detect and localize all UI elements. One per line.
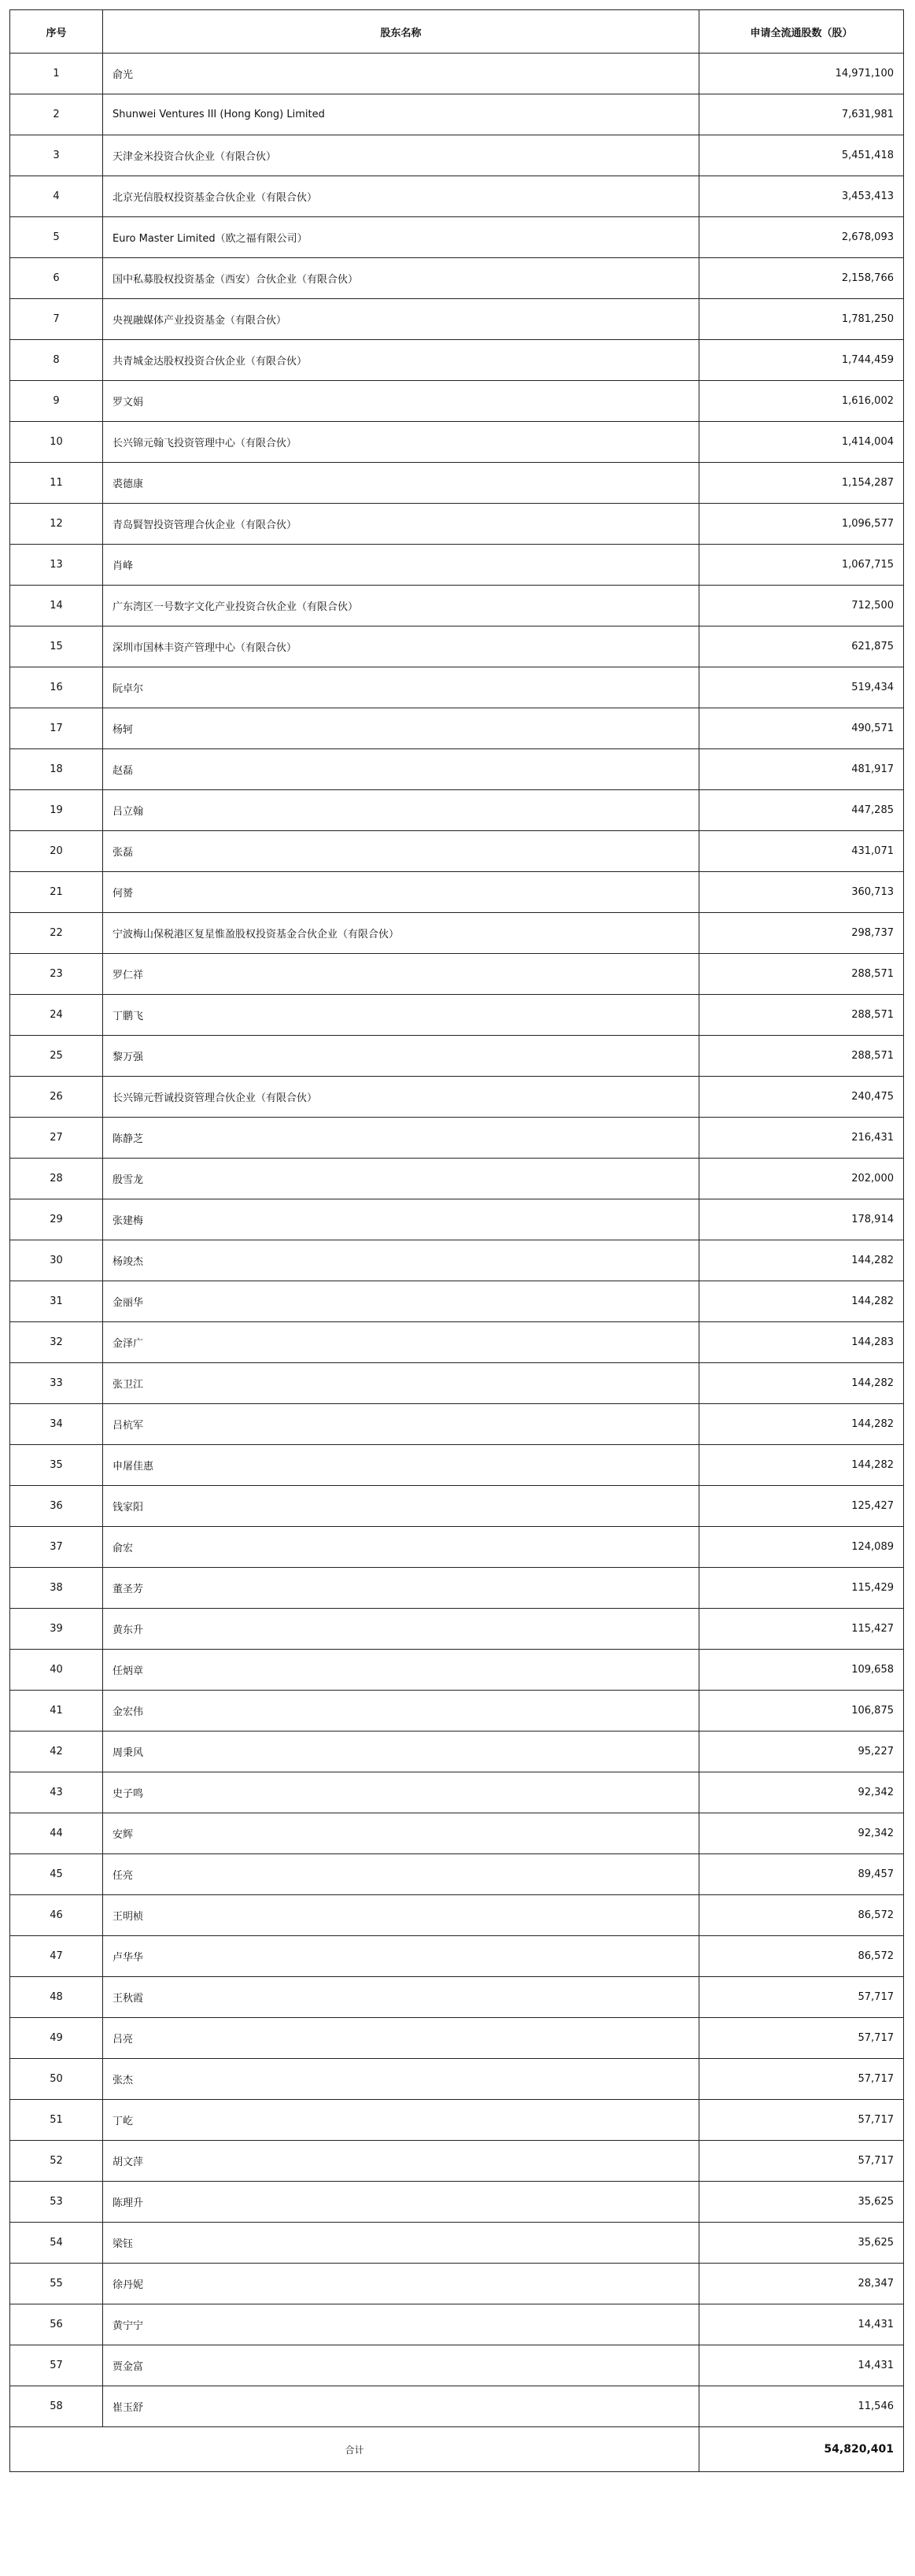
row-index: 10 [10, 422, 103, 463]
row-shares: 11,546 [699, 2386, 904, 2427]
row-index: 36 [10, 1486, 103, 1527]
row-index: 31 [10, 1281, 103, 1322]
row-index: 7 [10, 299, 103, 340]
row-shares: 216,431 [699, 1118, 904, 1159]
row-index: 45 [10, 1854, 103, 1895]
row-shareholder-name: 任亮 [103, 1854, 699, 1895]
row-shareholder-name: 崔玉舒 [103, 2386, 699, 2427]
table-row [10, 381, 904, 422]
row-shareholder-name: 史子鸣 [103, 1772, 699, 1813]
table-row [10, 1322, 904, 1363]
row-index: 42 [10, 1732, 103, 1772]
row-shareholder-name: 裘德康 [103, 463, 699, 504]
table-row [10, 1936, 904, 1977]
row-shares: 240,475 [699, 1077, 904, 1118]
row-shares: 481,917 [699, 749, 904, 790]
row-index: 55 [10, 2264, 103, 2304]
shareholder-table [9, 9, 904, 2472]
table-row [10, 1527, 904, 1568]
row-shares: 447,285 [699, 790, 904, 831]
table-row [10, 422, 904, 463]
table-row [10, 995, 904, 1036]
row-index: 15 [10, 626, 103, 667]
row-shares: 490,571 [699, 708, 904, 749]
row-shareholder-name: 北京光信股权投资基金合伙企业（有限合伙） [103, 176, 699, 217]
row-shareholder-name: 金泽广 [103, 1322, 699, 1363]
row-shareholder-name: 俞光 [103, 54, 699, 94]
table-header [10, 10, 904, 54]
row-shares: 144,283 [699, 1322, 904, 1363]
row-shareholder-name: 安辉 [103, 1813, 699, 1854]
row-index: 34 [10, 1404, 103, 1445]
row-shares: 35,625 [699, 2182, 904, 2223]
row-shareholder-name: 长兴锦元翰飞投资管理中心（有限合伙） [103, 422, 699, 463]
row-shares: 57,717 [699, 1977, 904, 2018]
table-row [10, 504, 904, 545]
row-shares: 712,500 [699, 586, 904, 626]
row-shareholder-name: 陈静芝 [103, 1118, 699, 1159]
row-shares: 202,000 [699, 1159, 904, 1199]
row-index: 6 [10, 258, 103, 299]
row-shares: 115,429 [699, 1568, 904, 1609]
table-row [10, 2264, 904, 2304]
table-row [10, 1118, 904, 1159]
row-index: 56 [10, 2304, 103, 2345]
row-index: 5 [10, 217, 103, 258]
table-row [10, 1854, 904, 1895]
row-shares: 86,572 [699, 1895, 904, 1936]
table-row [10, 708, 904, 749]
row-index: 27 [10, 1118, 103, 1159]
row-shareholder-name: 长兴锦元哲诚投资管理合伙企业（有限合伙） [103, 1077, 699, 1118]
row-index: 20 [10, 831, 103, 872]
row-shares: 3,453,413 [699, 176, 904, 217]
table-row [10, 626, 904, 667]
row-index: 19 [10, 790, 103, 831]
row-shares: 431,071 [699, 831, 904, 872]
row-shareholder-name: 黎万强 [103, 1036, 699, 1077]
row-shareholder-name: Euro Master Limited（欧之福有限公司） [103, 217, 699, 258]
table-row [10, 1977, 904, 2018]
table-row [10, 1772, 904, 1813]
row-shares: 144,282 [699, 1363, 904, 1404]
row-shareholder-name: 丁鹏飞 [103, 995, 699, 1036]
table-row [10, 790, 904, 831]
row-index: 53 [10, 2182, 103, 2223]
table-row [10, 1732, 904, 1772]
table-row [10, 2386, 904, 2427]
row-shares: 288,571 [699, 995, 904, 1036]
row-shares: 115,427 [699, 1609, 904, 1650]
row-shareholder-name: 梁钰 [103, 2223, 699, 2264]
row-shareholder-name: 赵磊 [103, 749, 699, 790]
table-row [10, 2018, 904, 2059]
table-row [10, 217, 904, 258]
row-index: 39 [10, 1609, 103, 1650]
table-row [10, 954, 904, 995]
row-shareholder-name: Shunwei Ventures III (Hong Kong) Limited [103, 94, 699, 135]
table-row [10, 340, 904, 381]
table-row [10, 463, 904, 504]
row-index: 57 [10, 2345, 103, 2386]
row-shareholder-name: 殷雪龙 [103, 1159, 699, 1199]
row-shareholder-name: 张卫江 [103, 1363, 699, 1404]
table-row [10, 2100, 904, 2141]
row-index: 30 [10, 1240, 103, 1281]
row-index: 8 [10, 340, 103, 381]
table-body [10, 54, 904, 2427]
row-shareholder-name: 央视融媒体产业投资基金（有限合伙） [103, 299, 699, 340]
row-index: 18 [10, 749, 103, 790]
row-index: 58 [10, 2386, 103, 2427]
row-index: 40 [10, 1650, 103, 1691]
table-footer [10, 2427, 904, 2472]
row-shareholder-name: 任炳章 [103, 1650, 699, 1691]
row-index: 25 [10, 1036, 103, 1077]
row-shareholder-name: 徐丹妮 [103, 2264, 699, 2304]
row-index: 26 [10, 1077, 103, 1118]
row-shareholder-name: 胡文萍 [103, 2141, 699, 2182]
row-index: 14 [10, 586, 103, 626]
row-index: 52 [10, 2141, 103, 2182]
row-shares: 86,572 [699, 1936, 904, 1977]
row-shares: 2,158,766 [699, 258, 904, 299]
row-shares: 5,451,418 [699, 135, 904, 176]
row-index: 4 [10, 176, 103, 217]
row-shares: 178,914 [699, 1199, 904, 1240]
table-row [10, 1036, 904, 1077]
row-shares: 92,342 [699, 1813, 904, 1854]
row-shares: 288,571 [699, 954, 904, 995]
row-index: 48 [10, 1977, 103, 2018]
row-shareholder-name: 贾金富 [103, 2345, 699, 2386]
row-index: 22 [10, 913, 103, 954]
row-index: 44 [10, 1813, 103, 1854]
row-shareholder-name: 广东湾区一号数字文化产业投资合伙企业（有限合伙） [103, 586, 699, 626]
header-index: 序号 [10, 10, 103, 54]
row-shareholder-name: 申屠佳惠 [103, 1445, 699, 1486]
row-shareholder-name: 钱家阳 [103, 1486, 699, 1527]
table-row [10, 1895, 904, 1936]
row-shareholder-name: 张磊 [103, 831, 699, 872]
row-shareholder-name: 吕杭军 [103, 1404, 699, 1445]
row-shareholder-name: 罗文娟 [103, 381, 699, 422]
table-row [10, 2304, 904, 2345]
table-row [10, 135, 904, 176]
table-row [10, 913, 904, 954]
table-row [10, 1650, 904, 1691]
table-row [10, 176, 904, 217]
row-shares: 89,457 [699, 1854, 904, 1895]
row-index: 41 [10, 1691, 103, 1732]
row-shares: 35,625 [699, 2223, 904, 2264]
row-shares: 57,717 [699, 2141, 904, 2182]
row-index: 32 [10, 1322, 103, 1363]
table-row [10, 545, 904, 586]
row-shares: 144,282 [699, 1404, 904, 1445]
table-row [10, 667, 904, 708]
row-shares: 14,431 [699, 2345, 904, 2386]
row-shareholder-name: 黄东升 [103, 1609, 699, 1650]
table-row [10, 1445, 904, 1486]
row-index: 43 [10, 1772, 103, 1813]
row-index: 35 [10, 1445, 103, 1486]
row-shares: 288,571 [699, 1036, 904, 1077]
row-shares: 621,875 [699, 626, 904, 667]
row-shareholder-name: 杨竣杰 [103, 1240, 699, 1281]
table-row [10, 749, 904, 790]
row-shares: 57,717 [699, 2100, 904, 2141]
header-row [10, 10, 904, 54]
table-row [10, 2223, 904, 2264]
row-shareholder-name: 张杰 [103, 2059, 699, 2100]
row-shareholder-name: 青岛賢智投资管理合伙企业（有限合伙） [103, 504, 699, 545]
row-shareholder-name: 俞宏 [103, 1527, 699, 1568]
row-shareholder-name: 黄宁宁 [103, 2304, 699, 2345]
row-shares: 1,154,287 [699, 463, 904, 504]
table-row [10, 2059, 904, 2100]
table-row [10, 1404, 904, 1445]
row-shareholder-name: 何赟 [103, 872, 699, 913]
row-shareholder-name: 肖峰 [103, 545, 699, 586]
total-label: 合计 [10, 2427, 699, 2472]
table-row [10, 1199, 904, 1240]
row-shares: 144,282 [699, 1240, 904, 1281]
table-row [10, 1691, 904, 1732]
row-index: 38 [10, 1568, 103, 1609]
table-row [10, 2345, 904, 2386]
row-shareholder-name: 张建梅 [103, 1199, 699, 1240]
table-row [10, 1568, 904, 1609]
table-row [10, 1813, 904, 1854]
row-index: 54 [10, 2223, 103, 2264]
table-row [10, 1363, 904, 1404]
row-shares: 57,717 [699, 2018, 904, 2059]
row-index: 16 [10, 667, 103, 708]
row-shareholder-name: 罗仁祥 [103, 954, 699, 995]
row-shareholder-name: 陈理升 [103, 2182, 699, 2223]
table-row [10, 94, 904, 135]
row-shareholder-name: 王秋霞 [103, 1977, 699, 2018]
row-index: 21 [10, 872, 103, 913]
row-shares: 28,347 [699, 2264, 904, 2304]
table-row [10, 299, 904, 340]
header-shareholder-name: 股东名称 [103, 10, 699, 54]
row-shares: 14,431 [699, 2304, 904, 2345]
row-shareholder-name: 深圳市国林丰资产管理中心（有限合伙） [103, 626, 699, 667]
row-shareholder-name: 国中私募股权投资基金（西安）合伙企业（有限合伙） [103, 258, 699, 299]
table-row [10, 2182, 904, 2223]
row-index: 29 [10, 1199, 103, 1240]
row-shares: 109,658 [699, 1650, 904, 1691]
table-row [10, 872, 904, 913]
row-index: 47 [10, 1936, 103, 1977]
row-shares: 1,781,250 [699, 299, 904, 340]
row-shares: 144,282 [699, 1445, 904, 1486]
shareholder-table-container [9, 9, 903, 2472]
row-index: 12 [10, 504, 103, 545]
row-shares: 95,227 [699, 1732, 904, 1772]
row-shares: 124,089 [699, 1527, 904, 1568]
row-index: 50 [10, 2059, 103, 2100]
table-row [10, 1486, 904, 1527]
row-shares: 1,096,577 [699, 504, 904, 545]
row-shareholder-name: 王明桢 [103, 1895, 699, 1936]
row-shareholder-name: 丁屹 [103, 2100, 699, 2141]
row-shares: 7,631,981 [699, 94, 904, 135]
row-shareholder-name: 周秉风 [103, 1732, 699, 1772]
row-shareholder-name: 宁波梅山保税港区复星惟盈股权投资基金合伙企业（有限合伙） [103, 913, 699, 954]
row-index: 2 [10, 94, 103, 135]
row-shares: 298,737 [699, 913, 904, 954]
row-shares: 2,678,093 [699, 217, 904, 258]
row-shareholder-name: 董圣芳 [103, 1568, 699, 1609]
row-shares: 125,427 [699, 1486, 904, 1527]
row-shareholder-name: 杨轲 [103, 708, 699, 749]
header-shares: 申请全流通股数（股） [699, 10, 904, 54]
row-shares: 1,067,715 [699, 545, 904, 586]
row-shareholder-name: 吕亮 [103, 2018, 699, 2059]
row-index: 49 [10, 2018, 103, 2059]
row-index: 1 [10, 54, 103, 94]
row-shareholder-name: 共青城金达股权投资合伙企业（有限合伙） [103, 340, 699, 381]
total-value: 54,820,401 [699, 2427, 904, 2472]
row-shares: 1,414,004 [699, 422, 904, 463]
total-row [10, 2427, 904, 2472]
row-index: 23 [10, 954, 103, 995]
row-index: 28 [10, 1159, 103, 1199]
row-shareholder-name: 卢华华 [103, 1936, 699, 1977]
row-shareholder-name: 金宏伟 [103, 1691, 699, 1732]
row-shares: 1,744,459 [699, 340, 904, 381]
table-row [10, 1077, 904, 1118]
row-shares: 57,717 [699, 2059, 904, 2100]
row-shares: 1,616,002 [699, 381, 904, 422]
table-row [10, 586, 904, 626]
row-index: 51 [10, 2100, 103, 2141]
row-shares: 360,713 [699, 872, 904, 913]
row-index: 11 [10, 463, 103, 504]
row-index: 9 [10, 381, 103, 422]
row-index: 3 [10, 135, 103, 176]
row-index: 37 [10, 1527, 103, 1568]
row-shares: 92,342 [699, 1772, 904, 1813]
row-shares: 106,875 [699, 1691, 904, 1732]
row-index: 17 [10, 708, 103, 749]
table-row [10, 2141, 904, 2182]
table-row [10, 1240, 904, 1281]
row-shares: 144,282 [699, 1281, 904, 1322]
row-shares: 14,971,100 [699, 54, 904, 94]
table-row [10, 258, 904, 299]
row-shareholder-name: 金丽华 [103, 1281, 699, 1322]
row-shares: 519,434 [699, 667, 904, 708]
row-index: 24 [10, 995, 103, 1036]
table-row [10, 1609, 904, 1650]
row-index: 33 [10, 1363, 103, 1404]
row-index: 13 [10, 545, 103, 586]
row-shareholder-name: 阮卓尔 [103, 667, 699, 708]
row-shareholder-name: 天津金米投资合伙企业（有限合伙） [103, 135, 699, 176]
table-row [10, 1159, 904, 1199]
row-index: 46 [10, 1895, 103, 1936]
table-row [10, 54, 904, 94]
row-shareholder-name: 吕立翰 [103, 790, 699, 831]
table-row [10, 831, 904, 872]
table-row [10, 1281, 904, 1322]
